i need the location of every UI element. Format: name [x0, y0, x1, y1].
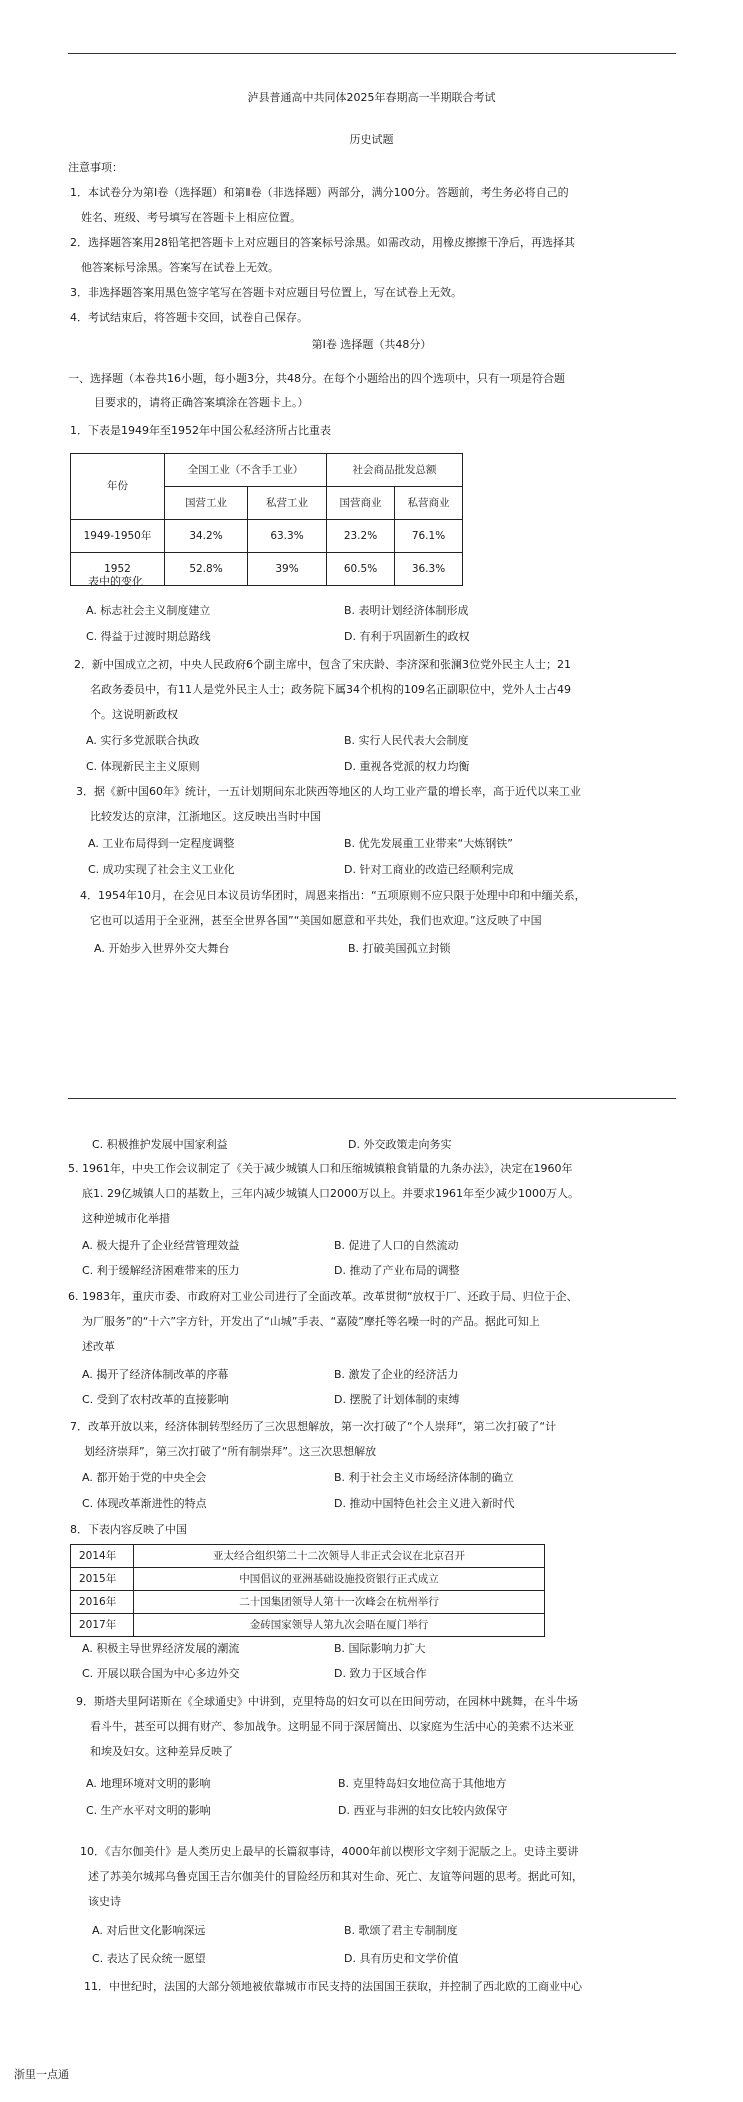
q8-event: 中国倡议的亚洲基础设施投资银行正式成立	[134, 1568, 545, 1591]
notice-line: 3．非选择题答案用黑色签字笔写在答题卡对应题目号位置上，写在试卷上无效。	[70, 286, 462, 299]
q6-option-d[interactable]: D. 摆脱了计划体制的束缚	[334, 1393, 460, 1406]
q10-option-a[interactable]: A. 对后世文化影响深远	[92, 1924, 206, 1937]
q6-option-a[interactable]: A. 揭开了经济体制改革的序幕	[82, 1368, 229, 1381]
q3-option-a[interactable]: A. 工业布局得到一定程度调整	[88, 837, 235, 850]
table-row	[71, 1568, 545, 1591]
q8-year: 2015年	[71, 1568, 134, 1591]
q1-cell: 60.5%	[327, 553, 395, 586]
q1-cell: 63.3%	[248, 520, 327, 553]
q3-option-b[interactable]: B. 优先发展重工业带来“大炼钢铁”	[344, 837, 513, 850]
q10-option-b[interactable]: B. 歌颂了君主专制制度	[344, 1924, 458, 1937]
q10-stem: 述了苏美尔城邦乌鲁克国王吉尔伽美什的冒险经历和其对生命、死亡、友谊等问题的思考。据此可知，	[88, 1870, 583, 1883]
q1-option-c[interactable]: C. 得益于过渡时期总路线	[86, 630, 211, 643]
q4-option-c[interactable]: C. 积极推护发展中国家利益	[92, 1138, 228, 1151]
q7-stem: 划经济崇拜”，第三次打破了“所有制崇拜”。这三次思想解放	[84, 1445, 377, 1458]
q1-subheader: 国营商业	[327, 487, 395, 520]
q2-option-a[interactable]: A. 实行多党派联合执政	[86, 734, 200, 747]
q6-stem: 为厂服务”的“十六”字方针，开发出了“山城”手表、“嘉陵”摩托等名噪一时的产品。据此可知上	[82, 1315, 540, 1328]
q9-option-a[interactable]: A. 地理环境对文明的影响	[86, 1777, 211, 1790]
q8-option-c[interactable]: C. 开展以联合国为中心多边外交	[82, 1667, 240, 1680]
q9-option-d[interactable]: D. 西亚与非洲的妇女比较内敛保守	[338, 1804, 508, 1817]
q8-table	[70, 1544, 545, 1637]
q7-option-b[interactable]: B. 利于社会主义市场经济体制的确立	[334, 1471, 514, 1484]
q5-option-b[interactable]: B. 促进了人口的自然流动	[334, 1239, 459, 1252]
q1-cell-year: 1949-1950年	[71, 520, 165, 553]
q2-stem: 个。这说明新政权	[90, 708, 178, 721]
q10-stem: 该史诗	[88, 1895, 121, 1908]
q8-stem: 8．下表内容反映了中国	[70, 1523, 187, 1536]
page-break-rule	[68, 1098, 676, 1099]
q1-cell: 39%	[248, 553, 327, 586]
q1-header-year: 年份	[71, 454, 165, 520]
q3-stem: 3．据《新中国60年》统计，一五计划期间东北陕西等地区的人均工业产量的增长率，高于近代以来工业	[76, 785, 581, 798]
q10-stem: 10．《吉尔伽美什》是人类历史上最早的长篇叙事诗，4000年前以楔形文字刻于泥版之上。史诗主要讲	[80, 1845, 579, 1858]
q6-option-c[interactable]: C. 受到了农村改革的直接影响	[82, 1393, 229, 1406]
q8-option-a[interactable]: A. 积极主导世界经济发展的潮流	[82, 1642, 240, 1655]
q7-stem: 7．改革开放以来，经济体制转型经历了三次思想解放，第一次打破了“个人崇拜”，第二次打破了“计	[70, 1420, 557, 1433]
q1-cell: 76.1%	[395, 520, 463, 553]
q1-option-d[interactable]: D. 有利于巩固新生的政权	[344, 630, 470, 643]
q5-option-d[interactable]: D. 推动了产业布局的调整	[334, 1264, 460, 1277]
q5-option-c[interactable]: C. 利于缓解经济困难带来的压力	[82, 1264, 240, 1277]
q4-option-a[interactable]: A. 开始步入世界外交大舞台	[94, 942, 230, 955]
q6-stem: 述改革	[82, 1340, 115, 1353]
q1-cell: 34.2%	[165, 520, 248, 553]
q8-option-b[interactable]: B. 国际影响力扩大	[334, 1642, 426, 1655]
q5-option-a[interactable]: A. 极大提升了企业经营管理效益	[82, 1239, 240, 1252]
q1-stem: 1．下表是1949年至1952年中国公私经济所占比重表	[70, 424, 331, 437]
q8-year: 2014年	[71, 1545, 134, 1568]
table-row	[71, 1614, 545, 1637]
q3-stem: 比较发达的京津，江浙地区。这反映出当时中国	[90, 810, 321, 823]
q3-option-c[interactable]: C. 成功实现了社会主义工业化	[88, 863, 235, 876]
q4-stem: 4．1954年10月，在会见日本议员访华团时，周恩来指出：“五项原则不应只限于处理中印和中缅关系，	[80, 889, 586, 902]
table-row	[71, 1591, 545, 1614]
q4-option-b[interactable]: B. 打破美国孤立封锁	[348, 942, 451, 955]
subject-title: 历史试题	[349, 133, 394, 146]
q1-cell: 52.8%	[165, 553, 248, 586]
section-title: 第Ⅰ卷 选择题（共48分）	[311, 338, 432, 351]
q9-stem: 和埃及妇女。这种差异反映了	[90, 1745, 233, 1758]
q8-event: 金砖国家领导人第九次会晤在厦门举行	[134, 1614, 545, 1637]
q2-option-b[interactable]: B. 实行人民代表大会制度	[344, 734, 469, 747]
q1-cell-year: 1952	[71, 553, 165, 586]
q1-table	[70, 453, 463, 586]
q2-stem: 名政务委员中，有11人是党外民主人士；政务院下属34个机构的109名正副职位中，党外人士占49	[90, 683, 571, 696]
q2-option-c[interactable]: C. 体现新民主主义原则	[86, 760, 200, 773]
q7-option-c[interactable]: C. 体现改革渐进性的特点	[82, 1497, 207, 1510]
q7-option-a[interactable]: A. 都开始于党的中央全会	[82, 1471, 207, 1484]
q9-option-c[interactable]: C. 生产水平对文明的影响	[86, 1804, 211, 1817]
q1-option-a[interactable]: A. 标志社会主义制度建立	[86, 604, 211, 617]
q8-year: 2017年	[71, 1614, 134, 1637]
q9-stem: 看斗牛，甚至可以拥有财产、参加战争。这明显不同于深居简出、以家庭为生活中心的美索不达米亚	[90, 1720, 574, 1733]
q9-stem: 9．斯塔夫里阿诺斯在《全球通史》中讲到，克里特岛的妇女可以在田间劳动，在园林中跳舞，在斗牛场	[76, 1695, 578, 1708]
q10-option-d[interactable]: D. 具有历史和文学价值	[344, 1952, 459, 1965]
q6-stem: 6. 1983年，重庆市委、市政府对工业公司进行了全面改革。改革贯彻“放权于厂、还政于局、归位于企、	[68, 1290, 578, 1303]
notice-line: 2．选择题答案用28铅笔把答题卡上对应题目的答案标号涂黑。如需改动，用橡皮擦擦干净后，再选择其	[70, 236, 575, 249]
q4-stem: 它也可以适用于全亚洲，甚至全世界各国”“美国如愿意和平共处，我们也欢迎。”这反映了中国	[90, 914, 542, 927]
q1-header-industry: 全国工业（不含手工业）	[165, 454, 327, 487]
table-row	[71, 1545, 545, 1568]
q1-subheader: 私营商业	[395, 487, 463, 520]
q6-option-b[interactable]: B. 激发了企业的经济活力	[334, 1368, 459, 1381]
notice-line: 姓名、班级、考号填写在答题卡上相应位置。	[81, 211, 301, 224]
exam-title: 泸县普通高中共同体2025年春期高一半期联合考试	[247, 91, 496, 104]
q2-option-d[interactable]: D. 重视各党派的权力均衡	[344, 760, 470, 773]
q3-option-d[interactable]: D. 针对工商业的改造已经顺利完成	[344, 863, 514, 876]
notice-line: 他答案标号涂黑。答案写在试卷上无效。	[81, 261, 279, 274]
notice-line: 4．考试结束后，将答题卡交回，试卷自己保存。	[70, 311, 308, 324]
q2-stem: 2．新中国成立之初，中央人民政府6个副主席中，包含了宋庆龄、李济深和张澜3位党外民主人士；21	[74, 658, 571, 671]
q5-stem: 5. 1961年，中央工作会议制定了《关于减少城镇人口和压缩城镇粮食销量的九条办法》，决定在1960年	[68, 1162, 573, 1175]
q11-stem: 11．中世纪时，法国的大部分领地被依靠城市市民支持的法国国王获取，并控制了西北欧的工商业中心	[84, 1980, 582, 1993]
q5-stem: 这种逆城市化举措	[82, 1212, 170, 1225]
q8-event: 亚太经合组织第二十二次领导人非正式会议在北京召开	[134, 1545, 545, 1568]
q5-stem: 底1. 29亿城镇人口的基数上，三年内减少城镇人口2000万以上。并要求1961年至少减少1000万人。	[82, 1187, 579, 1200]
q1-option-b[interactable]: B. 表明计划经济体制形成	[344, 604, 469, 617]
q8-event: 二十国集团领导人第十一次峰会在杭州举行	[134, 1591, 545, 1614]
q1-subheader: 私营工业	[248, 487, 327, 520]
top-rule	[68, 53, 676, 54]
footer-watermark: 浙里一点通	[14, 2068, 69, 2081]
q1-header-commerce: 社会商品批发总额	[327, 454, 463, 487]
q10-option-c[interactable]: C. 表达了民众统一愿望	[92, 1952, 206, 1965]
q1-tail: 表中的变化	[88, 575, 143, 588]
section-intro: 目要求的，请将正确答案填涂在答题卡上。）	[94, 396, 309, 409]
table-row	[71, 520, 463, 553]
q4-option-d[interactable]: D. 外交政策走向务实	[348, 1138, 452, 1151]
section-intro: 一、选择题（本卷共16小题，每小题3分，共48分。在每个小题给出的四个选项中，只有一项是符合题	[68, 372, 565, 385]
q8-option-d[interactable]: D. 致力于区域合作	[334, 1667, 427, 1680]
notice-line: 1．本试卷分为第Ⅰ卷（选择题）和第Ⅱ卷（非选择题）两部分，满分100分。答题前，考生务必将自己的	[70, 186, 569, 199]
q7-option-d[interactable]: D. 推动中国特色社会主义进入新时代	[334, 1497, 515, 1510]
q1-subheader: 国营工业	[165, 487, 248, 520]
q1-cell: 23.2%	[327, 520, 395, 553]
q1-cell: 36.3%	[395, 553, 463, 586]
q8-year: 2016年	[71, 1591, 134, 1614]
notice-heading: 注意事项：	[68, 161, 123, 174]
q9-option-b[interactable]: B. 克里特岛妇女地位高于其他地方	[338, 1777, 507, 1790]
